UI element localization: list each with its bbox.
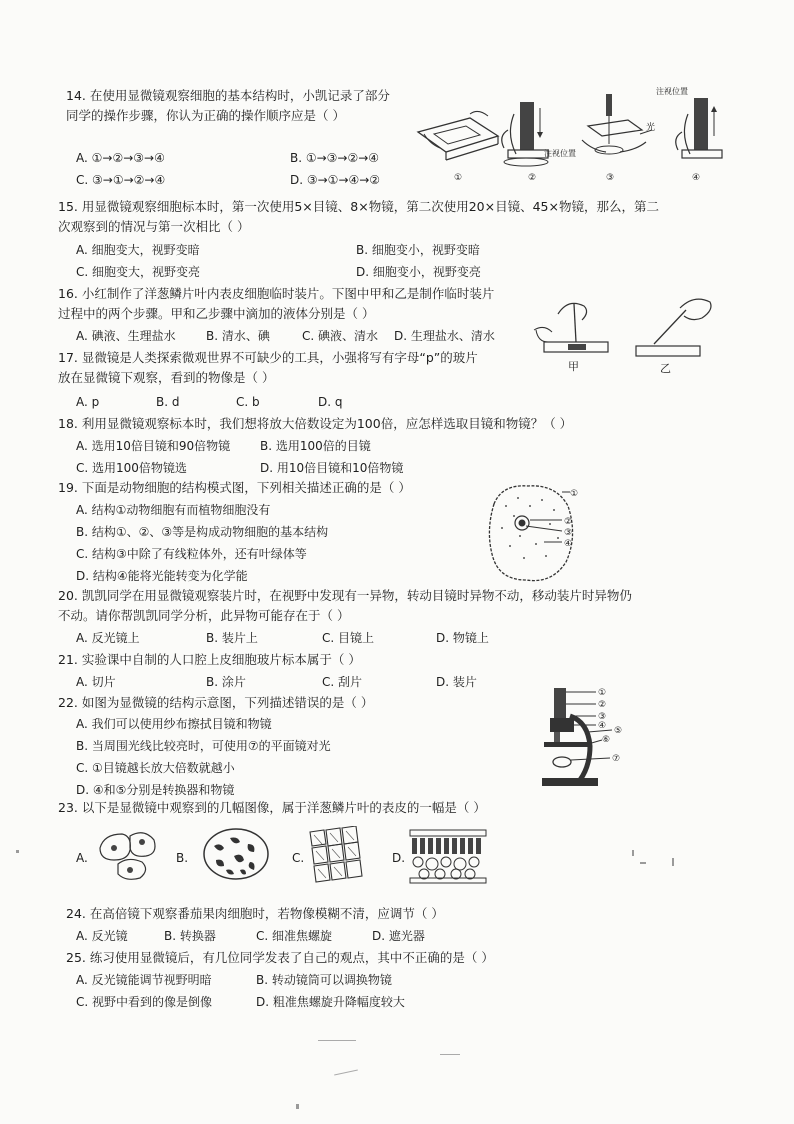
- question-14-option-a: A. ①→②→③→④: [76, 151, 165, 165]
- step-yi-illustration: [636, 299, 711, 356]
- figure-19-label-1: ①: [570, 489, 579, 499]
- question-16-option-a: A. 碘液、生理盐水: [76, 329, 176, 343]
- question-16-option-d: D. 生理盐水、清水: [394, 329, 495, 343]
- step-4-illustration: [676, 98, 722, 158]
- question-21-option-d: D. 装片: [436, 675, 477, 689]
- step-2-illustration: [502, 102, 548, 166]
- question-16-stem-line-2: 过程中的两个步骤。甲和乙步骤中滴加的液体分别是（ ）: [58, 306, 375, 321]
- figure-14-label-1: ①: [454, 173, 463, 183]
- figure-22-label-5: ⑤: [614, 726, 623, 736]
- question-20-stem-line-2: 不动。请你帮凯凯同学分析，此异物可能存在于（ ）: [58, 608, 350, 623]
- question-23-option-b: B.: [176, 851, 189, 865]
- animal-cell-diagram: [484, 476, 584, 582]
- question-24-option-b: B. 转换器: [164, 929, 216, 943]
- question-25-option-d: D. 粗准焦螺旋升降幅度较大: [256, 995, 405, 1009]
- question-19-option-a: A. 结构①动物细胞有而植物细胞没有: [76, 503, 271, 517]
- question-15-option-b: B. 细胞变小，视野变暗: [356, 243, 480, 257]
- question-23-stem: 23. 以下是显微镜中观察到的几幅图像，属于洋葱鳞片叶的表皮的一幅是（ ）: [58, 800, 486, 815]
- question-16-option-c: C. 碘液、清水: [302, 329, 379, 343]
- scan-speck: [632, 850, 634, 856]
- question-17-option-b: B. d: [156, 395, 180, 409]
- scan-speck: [16, 850, 19, 853]
- question-19-option-d: D. 结构④能将光能转变为化学能: [76, 569, 248, 583]
- microscope-structure-diagram: [540, 680, 634, 792]
- question-20-option-b: B. 装片上: [206, 631, 258, 645]
- question-20-option-c: C. 目镜上: [322, 631, 375, 645]
- question-17-stem-line-1: 17. 显微镜是人类探索微观世界不可缺少的工具，小强将写有字母“p”的玻片: [58, 350, 478, 365]
- question-24-stem: 24. 在高倍镜下观察番茄果肉细胞时，若物像模糊不清，应调节（ ）: [66, 906, 444, 921]
- figure-14-watch-position-label-b: 注视位置: [656, 87, 688, 96]
- scan-speck: [334, 1070, 358, 1076]
- question-18-option-c: C. 选用100倍物镜选: [76, 461, 187, 475]
- scan-speck: [640, 862, 646, 864]
- question-24-option-d: D. 遮光器: [372, 929, 425, 943]
- question-14-stem-line-1: 14. 在使用显微镜观察细胞的基本结构时，小凯记录了部分: [66, 88, 390, 103]
- figure-22-label-4: ④: [598, 721, 607, 731]
- question-15-option-a: A. 细胞变大，视野变暗: [76, 243, 200, 257]
- step-3-illustration: [582, 94, 652, 154]
- micrograph-d-leaf-cross-section: [408, 828, 488, 884]
- figure-14-label-2: ②: [528, 173, 537, 183]
- step-1-illustration: [418, 111, 498, 160]
- scan-speck: [296, 1104, 299, 1109]
- question-18-option-a: A. 选用10倍目镜和90倍物镜: [76, 439, 231, 453]
- scan-speck: [318, 1040, 356, 1041]
- question-17-option-a: A. p: [76, 395, 100, 409]
- question-19-option-b: B. 结构①、②、③等是构成动物细胞的基本结构: [76, 525, 329, 539]
- figure-16-label-yi: 乙: [660, 362, 671, 374]
- figure-22-label-1: ①: [598, 688, 607, 698]
- question-24-option-c: C. 细准焦螺旋: [256, 929, 333, 943]
- figure-14-watch-position-label-a: 注视位置: [544, 149, 576, 158]
- question-14-option-c: C. ③→①→②→④: [76, 173, 166, 187]
- question-21-option-b: B. 涂片: [206, 675, 246, 689]
- question-14-option-d: D. ③→①→④→②: [290, 173, 381, 187]
- question-19-stem: 19. 下面是动物细胞的结构模式图，下列相关描述正确的是（ ）: [58, 480, 411, 495]
- question-21-stem: 21. 实验课中自制的人口腔上皮细胞玻片标本属于（ ）: [58, 652, 361, 667]
- figure-19-label-2: ②: [564, 517, 573, 527]
- question-18-stem: 18. 利用显微镜观察标本时，我们想将放大倍数设定为100倍，应怎样选取目镜和物镜？（ ）: [58, 416, 573, 431]
- figure-22-label-6: ⑥: [602, 735, 611, 745]
- figure-14-label-4: ④: [692, 173, 701, 183]
- question-22-option-d: D. ④和⑤分别是转换器和物镜: [76, 783, 235, 797]
- microscope-operation-steps-figure: [410, 84, 730, 184]
- slide-preparation-steps-figure: [530, 290, 720, 374]
- question-25-option-c: C. 视野中看到的像是倒像: [76, 995, 213, 1009]
- figure-16-label-jia: 甲: [568, 360, 579, 373]
- question-20-option-d: D. 物镜上: [436, 631, 489, 645]
- question-25-option-b: B. 转动镜筒可以调换物镜: [256, 973, 392, 987]
- figure-22-label-7: ⑦: [612, 754, 621, 764]
- question-15-option-c: C. 细胞变大，视野变亮: [76, 265, 201, 279]
- figure-19-label-4: ④: [564, 539, 573, 549]
- question-17-stem-line-2: 放在显微镜下观察，看到的物像是（ ）: [58, 370, 275, 385]
- step-jia-illustration: [534, 303, 608, 352]
- question-18-option-b: B. 选用100倍的目镜: [260, 439, 371, 453]
- figure-14-light-label: 光: [646, 123, 656, 133]
- question-22-option-c: C. ①目镜越长放大倍数就越小: [76, 761, 235, 775]
- question-18-option-d: D. 用10倍目镜和10倍物镜: [260, 461, 404, 475]
- question-21-option-c: C. 刮片: [322, 675, 363, 689]
- question-20-stem-line-1: 20. 凯凯同学在用显微镜观察装片时，在视野中发现有一异物，转动目镜时异物不动，移动装片时异物仍: [58, 588, 632, 603]
- question-23-option-d: D.: [392, 851, 406, 865]
- question-23-option-c: C.: [292, 851, 305, 865]
- micrograph-b-blood-cells: [200, 826, 272, 882]
- question-21-option-a: A. 切片: [76, 675, 116, 689]
- question-14-option-b: B. ①→③→②→④: [290, 151, 380, 165]
- question-19-option-c: C. 结构③中除了有线粒体外，还有叶绿体等: [76, 547, 307, 561]
- question-23-option-a: A.: [76, 851, 88, 865]
- question-20-option-a: A. 反光镜上: [76, 631, 140, 645]
- question-22-stem: 22. 如图为显微镜的结构示意图，下列描述错误的是（ ）: [58, 695, 374, 710]
- figure-14-label-3: ③: [606, 173, 615, 183]
- figure-22-label-3: ③: [598, 712, 607, 722]
- question-14-stem-line-2: 同学的操作步骤，你认为正确的操作顺序应是（ ）: [66, 108, 345, 123]
- question-17-option-c: C. b: [236, 395, 260, 409]
- scan-speck: [440, 1054, 460, 1055]
- question-16-stem-line-1: 16. 小红制作了洋葱鳞片叶内表皮细胞临时装片。下图中甲和乙是制作临时装片: [58, 286, 495, 301]
- micrograph-c-onion-epidermis: [306, 826, 372, 886]
- question-25-option-a: A. 反光镜能调节视野明暗: [76, 973, 212, 987]
- scan-speck: [672, 858, 674, 866]
- question-15-stem-line-1: 15. 用显微镜观察细胞标本时，第一次使用5×目镜、8×物镜，第二次使用20×目镜、45×物镜，那么，第二: [58, 199, 659, 214]
- figure-22-label-2: ②: [598, 700, 607, 710]
- question-25-stem: 25. 练习使用显微镜后，有几位同学发表了自己的观点，其中不正确的是（ ）: [66, 950, 494, 965]
- question-17-option-d: D. q: [318, 395, 343, 409]
- question-24-option-a: A. 反光镜: [76, 929, 128, 943]
- question-22-option-a: A. 我们可以使用纱布擦拭目镜和物镜: [76, 717, 272, 731]
- question-16-option-b: B. 清水、碘: [206, 329, 270, 343]
- question-22-option-b: B. 当周围光线比较亮时，可使用⑦的平面镜对光: [76, 739, 331, 753]
- question-15-option-d: D. 细胞变小，视野变亮: [356, 265, 481, 279]
- figure-19-label-3: ③: [564, 528, 573, 538]
- micrograph-a-oral-epithelium: [96, 826, 160, 882]
- question-15-stem-line-2: 次观察到的情况与第一次相比（ ）: [58, 219, 250, 234]
